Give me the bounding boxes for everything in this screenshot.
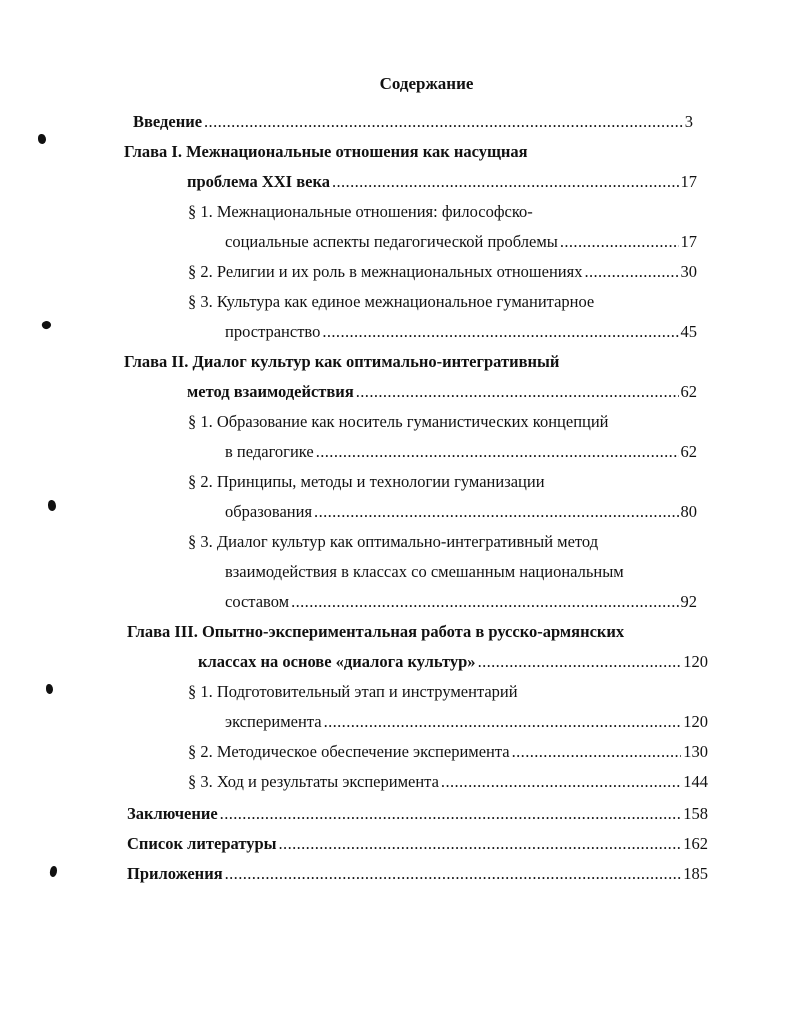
toc-entry-title: проблема XXI века: [187, 172, 330, 191]
toc-page-number: 120: [683, 712, 708, 731]
toc-section-2-3-title[interactable]: § 3. Диалог культур как оптимально-интегративный метод: [188, 532, 599, 551]
dot-leader: [291, 587, 678, 617]
toc-entry-section-1-1[interactable]: [225, 227, 697, 257]
toc-entry-title: социальные аспекты педагогической проблемы: [225, 232, 558, 251]
binding-hole-mark: [41, 319, 53, 330]
toc-entry-title: § 2. Методическое обеспечение эксперимента: [188, 742, 510, 761]
toc-page-number: 185: [683, 864, 708, 883]
toc-entry-title: Приложения: [127, 864, 223, 883]
toc-page-number: 80: [680, 502, 697, 521]
toc-entry-title: § 3. Ход и результаты эксперимента: [188, 772, 439, 791]
dot-leader: [220, 799, 682, 829]
binding-hole-mark: [49, 865, 59, 877]
toc-section-2-2-title[interactable]: § 2. Принципы, методы и технологии гуманизации: [188, 472, 545, 491]
toc-entry-title: § 2. Религии и их роль в межнациональных отношениях: [188, 262, 583, 281]
toc-section-2-3-title-cont[interactable]: взаимодействия в классах со смешанным национальным: [225, 562, 624, 581]
toc-entry-chapter-3[interactable]: [198, 647, 708, 677]
dot-leader: [441, 767, 681, 797]
toc-entry-title: пространство: [225, 322, 321, 341]
toc-entry-title: Введение: [133, 112, 203, 131]
toc-section-3-1-title[interactable]: § 1. Подготовительный этап и инструментарий: [188, 682, 518, 701]
toc-page-number: 144: [683, 772, 708, 791]
binding-hole-mark: [48, 500, 56, 511]
toc-entry-appendix[interactable]: [127, 859, 708, 889]
page-title: Содержание: [379, 74, 474, 93]
binding-hole-mark: [38, 134, 46, 144]
toc-entry-title: метод взаимодействия: [187, 382, 354, 401]
toc-page-number: 17: [680, 172, 697, 191]
toc-section-1-1-title[interactable]: § 1. Межнациональные отношения: философско-: [188, 202, 533, 221]
toc-page-number: 120: [683, 652, 708, 671]
dot-leader: [332, 167, 679, 197]
toc-entry-title: образования: [225, 502, 313, 521]
toc-page-number: 17: [680, 232, 697, 251]
toc-entry-conclusion[interactable]: [127, 799, 708, 829]
toc-chapter-2-title[interactable]: Глава II. Диалог культур как оптимально-интегративный: [124, 352, 560, 371]
dot-leader: [560, 227, 679, 257]
toc-page-number: 45: [680, 322, 697, 341]
toc-entry-title: эксперимента: [225, 712, 322, 731]
toc-entry-chapter-1[interactable]: [187, 167, 697, 197]
toc-page-number: 158: [683, 804, 708, 823]
dot-leader: [584, 257, 678, 287]
dot-leader: [324, 707, 682, 737]
toc-entry-title: Список литературы: [127, 834, 277, 853]
dot-leader: [204, 107, 683, 137]
dot-leader: [225, 859, 682, 889]
toc-page-number: 30: [680, 262, 697, 281]
dot-leader: [322, 317, 678, 347]
toc-entry-bibliography[interactable]: [127, 829, 708, 859]
dot-leader: [512, 737, 682, 767]
toc-page-number: 162: [683, 834, 708, 853]
binding-hole-mark: [46, 684, 53, 694]
toc-chapter-1-title[interactable]: Глава I. Межнациональные отношения как насущная: [124, 142, 528, 161]
toc-entry-intro[interactable]: [133, 107, 693, 137]
dot-leader: [478, 647, 682, 677]
toc-entry-section-3-1[interactable]: [225, 707, 708, 737]
toc-entry-title: классах на основе «диалога культур»: [198, 652, 476, 671]
toc-entry-section-3-3[interactable]: [188, 767, 708, 797]
toc-entry-title: в педагогике: [225, 442, 314, 461]
toc-chapter-3-title[interactable]: Глава III. Опытно-экспериментальная работа в русско-армянских: [127, 622, 625, 641]
toc-page-number: 62: [680, 442, 697, 461]
toc-entry-section-2-1[interactable]: [225, 437, 697, 467]
toc-entry-title: Заключение: [127, 804, 218, 823]
toc-entry-section-3-2[interactable]: [188, 737, 708, 767]
toc-page-number: 130: [683, 742, 708, 761]
dot-leader: [314, 497, 678, 527]
toc-entry-section-1-3[interactable]: [225, 317, 697, 347]
toc-entry-title: составом: [225, 592, 290, 611]
toc-section-1-3-title[interactable]: § 3. Культура как единое межнациональное гуманитарное: [188, 292, 595, 311]
toc-section-2-1-title[interactable]: § 1. Образование как носитель гуманистических концепций: [188, 412, 609, 431]
dot-leader: [279, 829, 682, 859]
toc-entry-section-1-2[interactable]: [188, 257, 697, 287]
dot-leader: [356, 377, 679, 407]
toc-entry-section-2-2[interactable]: [225, 497, 697, 527]
toc-page-number: 92: [680, 592, 697, 611]
toc-entry-chapter-2[interactable]: [187, 377, 697, 407]
dot-leader: [316, 437, 679, 467]
toc-page-number: 62: [680, 382, 697, 401]
toc-page-number: 3: [684, 112, 693, 131]
toc-entry-section-2-3[interactable]: [225, 587, 697, 617]
